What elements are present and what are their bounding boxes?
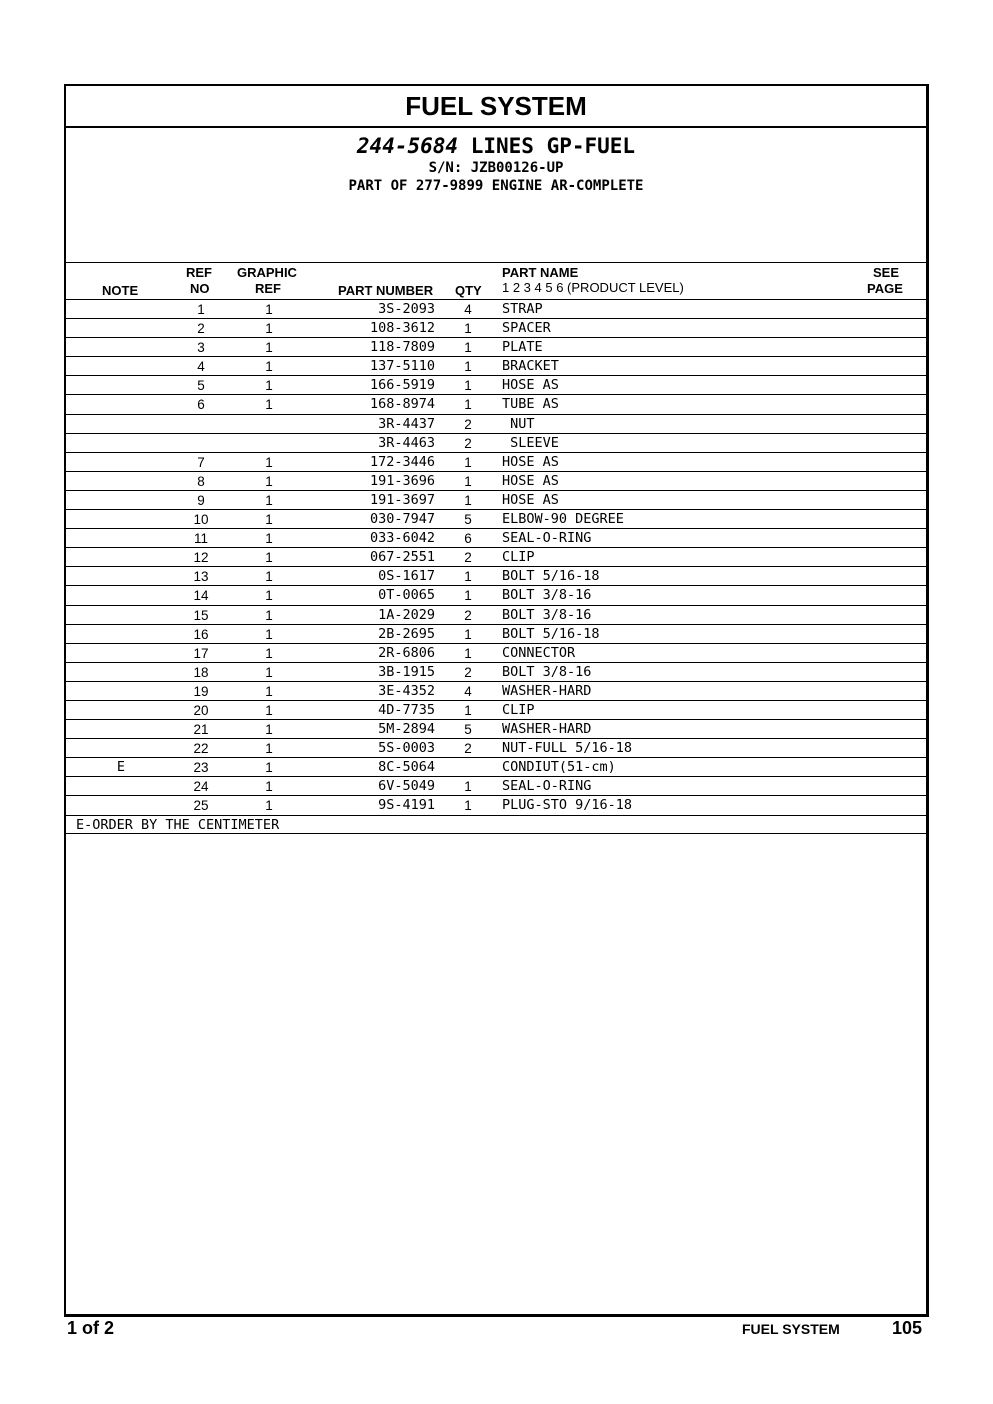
col-qty: QTY <box>455 283 482 298</box>
part-number-cell: 9S-4191 <box>378 797 435 814</box>
ref-no-cell: 4 <box>197 359 205 375</box>
ref-no-cell: 13 <box>193 569 209 585</box>
ref-no-cell: 3 <box>197 340 205 356</box>
table-row <box>66 318 926 337</box>
graphic-ref-cell: 1 <box>265 512 273 528</box>
table-row <box>66 643 926 662</box>
table-row <box>66 776 926 795</box>
table-row <box>66 566 926 585</box>
part-name-cell: SEAL-O-RING <box>502 530 592 547</box>
part-number-cell: 3B-1915 <box>378 663 435 680</box>
ref-no-cell: 18 <box>193 664 209 680</box>
table-row <box>66 585 926 604</box>
qty-cell: 5 <box>464 512 472 528</box>
part-name-cell: ELBOW-90 DEGREE <box>502 511 624 528</box>
ref-no-cell: 1 <box>197 302 205 317</box>
part-number-cell: 6V-5049 <box>378 778 435 795</box>
table-row <box>66 375 926 394</box>
graphic-ref-cell: 1 <box>265 779 273 795</box>
part-name-cell: BOLT 5/16-18 <box>502 625 600 642</box>
note-cell: E <box>116 759 126 776</box>
ref-no-cell: 24 <box>193 779 209 795</box>
ref-no-cell: 8 <box>197 473 205 489</box>
graphic-ref-cell: 1 <box>265 550 273 566</box>
part-number-cell: 191-3696 <box>369 472 435 489</box>
part-name-cell: SEAL-O-RING <box>502 778 592 795</box>
table-row <box>66 509 926 528</box>
graphic-ref-cell: 1 <box>265 302 273 317</box>
graphic-ref-cell: 1 <box>265 588 273 604</box>
qty-cell: 2 <box>464 607 472 623</box>
table-row <box>66 356 926 375</box>
qty-cell: 1 <box>464 359 472 375</box>
part-name-cell: CLIP <box>502 701 535 718</box>
graphic-ref-cell: 1 <box>265 798 273 814</box>
part-number-cell: 108-3612 <box>369 320 435 337</box>
section-title: FUEL SYSTEM <box>66 86 926 128</box>
part-number-cell: 0T-0065 <box>378 587 435 604</box>
qty-cell: 1 <box>464 779 472 795</box>
part-name-cell: BOLT 3/8-16 <box>502 587 592 604</box>
graphic-ref-cell: 1 <box>265 359 273 375</box>
graphic-ref-cell: 1 <box>265 664 273 680</box>
part-name-cell: BRACKET <box>502 358 559 375</box>
qty-cell: 1 <box>464 626 472 642</box>
qty-cell: 1 <box>464 321 472 337</box>
part-number-cell: 8C-5064 <box>378 759 435 776</box>
part-name-cell: CLIP <box>502 549 535 566</box>
ref-no-cell: 16 <box>193 626 209 642</box>
table-row <box>66 433 926 452</box>
table-row <box>66 452 926 471</box>
graphic-ref-cell: 1 <box>265 492 273 508</box>
part-name-cell: TUBE AS <box>502 396 559 413</box>
group-number: 244-5684 <box>356 134 459 158</box>
part-number-cell: 191-3697 <box>369 491 435 508</box>
table-row <box>66 414 926 433</box>
table-header <box>66 262 926 299</box>
col-ref-no-line1: REF <box>186 265 212 280</box>
graphic-ref-cell: 1 <box>265 607 273 623</box>
parts-list-frame <box>64 84 929 1317</box>
group-title-block <box>66 128 926 195</box>
table-row <box>66 795 926 814</box>
part-number-cell: 3R-4437 <box>378 415 435 432</box>
part-number-cell: 033-6042 <box>369 530 435 547</box>
part-number-cell: 3R-4463 <box>378 434 435 451</box>
graphic-ref-cell: 1 <box>265 321 273 337</box>
ref-no-cell: 2 <box>197 321 205 337</box>
part-number-cell: 118-7809 <box>369 339 435 356</box>
footnote-text: E-ORDER BY THE CENTIMETER <box>76 816 280 833</box>
part-name-cell: BOLT 3/8-16 <box>502 663 592 680</box>
ref-no-cell: 14 <box>193 588 209 604</box>
qty-cell: 2 <box>464 664 472 680</box>
col-part-name: PART NAME <box>502 265 579 280</box>
part-name-cell: HOSE AS <box>502 491 559 508</box>
ref-no-cell: 19 <box>193 683 209 699</box>
graphic-ref-cell: 1 <box>265 722 273 738</box>
table-row <box>66 757 926 776</box>
table-row <box>66 471 926 490</box>
graphic-ref-cell: 1 <box>265 473 273 489</box>
qty-cell: 6 <box>464 531 472 547</box>
graphic-ref-cell: 1 <box>265 531 273 547</box>
col-graphic-ref-line1: GRAPHIC <box>237 265 297 280</box>
ref-no-cell: 21 <box>193 722 209 738</box>
part-number-cell: 166-5919 <box>369 377 435 394</box>
part-number-cell: 030-7947 <box>369 511 435 528</box>
ref-no-cell: 25 <box>193 798 209 814</box>
part-number-cell: 1A-2029 <box>378 606 435 623</box>
footer-section-label: FUEL SYSTEM <box>742 1321 840 1337</box>
part-name-cell: STRAP <box>502 301 543 317</box>
part-name-cell: HOSE AS <box>502 377 559 394</box>
col-graphic-ref-line2: REF <box>255 281 281 296</box>
col-see-page-line1: SEE <box>873 265 900 280</box>
part-number-cell: 168-8974 <box>369 396 435 413</box>
ref-no-cell: 20 <box>193 702 209 718</box>
qty-cell: 1 <box>464 492 472 508</box>
graphic-ref-cell: 1 <box>265 702 273 718</box>
ref-no-cell: 11 <box>193 531 208 547</box>
ref-no-cell: 9 <box>197 492 205 508</box>
ref-no-cell: 17 <box>193 645 209 661</box>
col-product-level: 1 2 3 4 5 6 (PRODUCT LEVEL) <box>502 280 684 295</box>
part-name-cell: PLATE <box>502 339 543 356</box>
part-name-cell: NUT <box>502 415 535 432</box>
part-number-cell: 0S-1617 <box>378 568 435 585</box>
qty-cell: 2 <box>464 435 472 451</box>
part-name-cell: SPACER <box>502 320 551 337</box>
page-number: 105 <box>892 1318 923 1338</box>
table-row <box>66 299 926 318</box>
table-row <box>66 528 926 547</box>
group-title <box>66 133 926 159</box>
part-number-cell: 137-5110 <box>369 358 435 375</box>
part-name-cell: HOSE AS <box>502 453 559 470</box>
ref-no-cell: 23 <box>193 760 209 776</box>
serial-range: S/N: JZB00126-UP <box>428 160 564 176</box>
table-row <box>66 738 926 757</box>
qty-cell: 1 <box>464 588 472 604</box>
qty-cell: 1 <box>464 473 472 489</box>
part-number-cell: 4D-7735 <box>378 701 435 718</box>
qty-cell: 2 <box>464 550 472 566</box>
table-row <box>66 605 926 624</box>
footnote-row <box>66 815 926 834</box>
qty-cell: 1 <box>464 645 472 661</box>
part-number-cell: 067-2551 <box>369 549 435 566</box>
qty-cell: 1 <box>464 798 472 814</box>
graphic-ref-cell: 1 <box>265 454 273 470</box>
col-note: NOTE <box>102 283 139 298</box>
ref-no-cell: 5 <box>197 378 205 394</box>
graphic-ref-cell: 1 <box>265 741 273 757</box>
table-row <box>66 719 926 738</box>
part-name-cell: WASHER-HARD <box>502 721 592 738</box>
table-row <box>66 547 926 566</box>
part-number-cell: 5M-2894 <box>378 721 435 738</box>
table-row <box>66 337 926 356</box>
part-name-cell: BOLT 5/16-18 <box>502 568 600 585</box>
parts-table <box>66 299 926 834</box>
part-of-line: PART OF 277-9899 ENGINE AR-COMPLETE <box>348 178 644 194</box>
col-ref-no-line2: NO <box>190 281 210 296</box>
qty-cell: 2 <box>464 741 472 757</box>
qty-cell: 5 <box>464 722 472 738</box>
part-name-cell: CONDIUT(51-cm) <box>502 759 616 776</box>
part-name-cell: PLUG-STO 9/16-18 <box>502 797 633 814</box>
part-number-cell: 2B-2695 <box>378 625 435 642</box>
part-name-cell: BOLT 3/8-16 <box>502 606 592 623</box>
ref-no-cell: 15 <box>193 607 209 623</box>
graphic-ref-cell: 1 <box>265 626 273 642</box>
qty-cell: 4 <box>464 302 472 317</box>
graphic-ref-cell: 1 <box>265 760 273 776</box>
table-row <box>66 681 926 700</box>
ref-no-cell: 12 <box>193 550 209 566</box>
qty-cell: 1 <box>464 378 472 394</box>
graphic-ref-cell: 1 <box>265 645 273 661</box>
part-number-cell: 172-3446 <box>369 453 435 470</box>
group-name: LINES GP-FUEL <box>470 134 636 158</box>
qty-cell: 1 <box>464 454 472 470</box>
part-name-cell: CONNECTOR <box>502 644 576 661</box>
part-number-cell: 3S-2093 <box>378 301 435 317</box>
graphic-ref-cell: 1 <box>265 683 273 699</box>
ref-no-cell: 7 <box>197 454 205 470</box>
ref-no-cell: 6 <box>197 397 205 413</box>
ref-no-cell: 10 <box>193 512 209 528</box>
qty-cell: 1 <box>464 569 472 585</box>
part-name-cell: NUT-FULL 5/16-18 <box>502 740 633 757</box>
ref-no-cell: 22 <box>193 741 209 757</box>
qty-cell: 4 <box>464 683 472 699</box>
table-row <box>66 700 926 719</box>
page-of-label: 1 of 2 <box>67 1318 115 1338</box>
graphic-ref-cell: 1 <box>265 569 273 585</box>
col-part-number: PART NUMBER <box>338 283 434 298</box>
part-number-cell: 5S-0003 <box>378 740 435 757</box>
qty-cell: 1 <box>464 397 472 413</box>
part-name-cell: HOSE AS <box>502 472 559 489</box>
qty-cell: 2 <box>464 416 472 432</box>
part-name-cell: WASHER-HARD <box>502 682 592 699</box>
part-number-cell: 3E-4352 <box>378 682 435 699</box>
graphic-ref-cell: 1 <box>265 397 273 413</box>
graphic-ref-cell: 1 <box>265 340 273 356</box>
table-row <box>66 394 926 413</box>
qty-cell: 1 <box>464 702 472 718</box>
graphic-ref-cell: 1 <box>265 378 273 394</box>
table-row <box>66 624 926 643</box>
col-see-page-line2: PAGE <box>867 281 903 296</box>
part-name-cell: SLEEVE <box>502 434 559 451</box>
table-row <box>66 662 926 681</box>
table-row <box>66 490 926 509</box>
part-number-cell: 2R-6806 <box>378 644 435 661</box>
qty-cell: 1 <box>464 340 472 356</box>
